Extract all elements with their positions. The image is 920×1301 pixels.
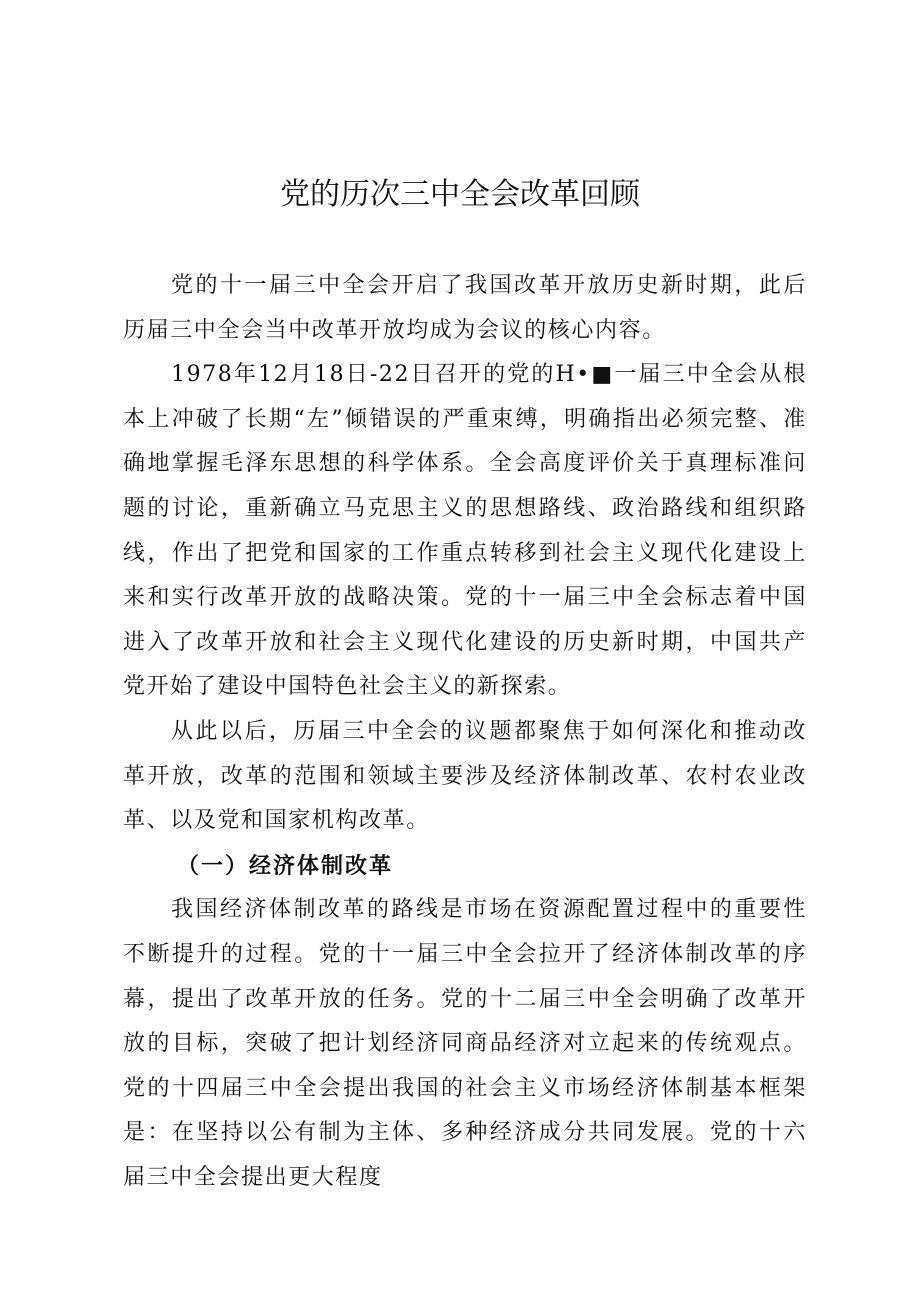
paragraph-economic-reform: 我国经济体制改革的路线是市场在资源配置过程中的重要性不断提升的过程。党的十一届三中全会拉开了经济体制改革的序幕，提出了改革开放的任务。党的十二届三中全会明确了改革开放的目标，突破了把计划经济同商品经济对立起来的传统观点。党的十四届三中全会提出我国的社会主义市场经济体制基本框架是：在坚持以公有制为主体、多种经济成分共同发展。党的十六届三中全会提出更大程度	[123, 897, 807, 1190]
page-title: 党的历次三中全会改革回顾	[280, 177, 640, 212]
section-heading-economic-reform: （一）经济体制改革	[177, 852, 394, 879]
paragraph-reform-scope: 从此以后，历届三中全会的议题都聚焦于如何深化和推动改革开放，改革的范围和领域主要涉及经济体制改革、农村农业改革、以及党和国家机构改革。	[123, 718, 807, 834]
paragraph-1978-plenum: 1978年12月18日-22日召开的党的H•■一届三中全会从根本上冲破了长期“左”倾错误的严重束缚，明确指出必须完整、准确地掌握毛泽东思想的科学体系。全会高度评价关于真理标准问题的讨论，重新确立马克思主义的思想路线、政治路线和组织路线，作出了把党和国家的工作重点转移到社会主义现代化建设上来和实行改革开放的战略决策。党的十一届三中全会标志着中国进入了改革开放和社会主义现代化建设的历史新时期，中国共产党开始了建设中国特色社会主义的新探索。	[123, 362, 807, 700]
document-body	[123, 264, 807, 1200]
paragraph-intro: 党的十一届三中全会开启了我国改革开放历史新时期，此后历届三中全会当中改革开放均成为会议的核心内容。	[123, 273, 807, 343]
